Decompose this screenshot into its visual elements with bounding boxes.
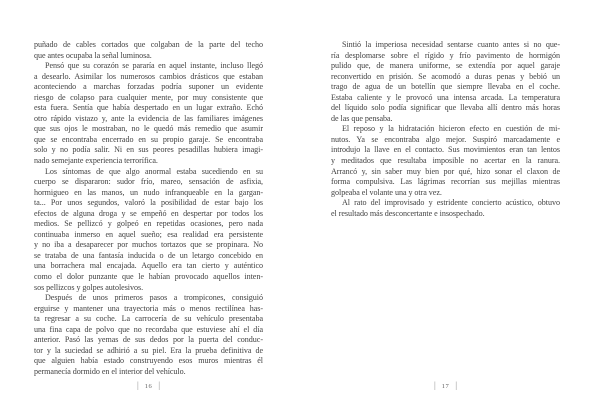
text-line: Los síntomas de que algo anormal estaba sucediendo en su [45, 166, 263, 176]
text-line: trago de agua de un botellín que siempre llevaba en el coche. [331, 82, 560, 92]
text-line: Después de unos primeros pasos a trompicones, consiguió [45, 293, 263, 303]
text-line: nutos. Ya se encontraba algo mejor. Suspiró marcadamente e [331, 134, 560, 144]
text-line: Arrancó y, sin saber muy bien por qué, hizo sonar el claxon de [331, 166, 560, 176]
page-right-text [331, 40, 560, 219]
page-right-footer [331, 380, 560, 392]
text-line: ría desplomarse sobre el rígido y frío pavimento de hormigón [331, 50, 560, 60]
text-line: Al rato del improvisado y estridente concierto acústico, obtuvo [342, 198, 560, 208]
footer-bar-right: | [158, 380, 161, 390]
text-line: nado semejante experiencia terrorífica. [34, 156, 158, 166]
text-line: erguirse y mantener una trayectoria más o menos rectilínea has- [34, 303, 263, 313]
text-line: del líquido solo podía significar que llevaba allí dentro más horas [331, 103, 560, 113]
text-line: tor y la suciedad se adhirió a su piel. Era la prueba definitiva de [34, 345, 263, 355]
text-line: Sintió la imperiosa necesidad sentarse cuanto antes si no que- [342, 40, 560, 49]
page-right [331, 40, 560, 402]
text-line: ta regresar a su coche. La carrocería de su vehículo presentaba [34, 314, 263, 324]
text-line: introdujo la llave en el contacto. Sus movimientos eran tan lentos [331, 145, 560, 155]
text-line: solo y no podía salir. Ni en sus peores pesadillas hubiera imagi- [34, 145, 263, 155]
text-line: Estaba caliente y le provocó una intensa arcada. La temperatura [331, 92, 560, 102]
text-line: que alguien había estado construyendo esos muros mientras él [34, 356, 263, 366]
text-line: Pensó que su corazón se pararía en aquel instante, incluso llegó [45, 61, 263, 71]
text-line: otro rápido vistazo y, ante la evidencia de las familiares imágenes [34, 113, 263, 123]
footer-bar-right: | [455, 380, 458, 390]
text-line: permanecía dormido en el interior del vehículo. [34, 366, 186, 376]
footer-bar-left: | [136, 380, 139, 390]
text-line: golpeaba el volante una y otra vez. [331, 187, 442, 197]
text-line: se trataba de una fantasía inducida o de un letargo concebido en [34, 250, 263, 260]
text-line: continuaba inmerso en aquel sueño; esa realidad era persistente [34, 229, 263, 239]
text-line: cuerpo se dispararon: sudor frío, mareo, sensación de asfixia, [34, 177, 263, 187]
text-line: El reposo y la hidratación hicieron efecto en cuestión de mi- [342, 124, 560, 134]
text-line: una borrachera mal encajada. Aquello era tan cierto y auténtico [34, 261, 263, 271]
text-line: puñado de cables cortados que colgaban de la parte del techo [34, 40, 263, 49]
text-line: riesgo de colapso para cualquier mente, por muy consistente que [34, 92, 263, 102]
text-line: pulido que, de manera uniforme, se extendía por aquel garaje [331, 61, 560, 71]
text-line: y no iba a desaparecer por muchos tortazos que se propinara. No [34, 240, 263, 250]
text-line: como el dolor punzante que le habían provocado aquellos inten- [34, 272, 263, 282]
page-number-left: 16 [144, 383, 153, 390]
text-line: anterior. Pasó las yemas de sus dedos por la puerta del conduc- [34, 335, 263, 345]
text-line: que se encontraba encerrado en su propio garaje. Se encontraba [34, 134, 263, 144]
page-left-footer [34, 380, 263, 392]
page-left [34, 40, 263, 402]
text-line: reconvertido en prisión. Se acomodó a duras penas y bebió un [331, 71, 560, 81]
page-number-right: 17 [441, 383, 450, 390]
text-line: ta... Por unos segundos, valoró la posibilidad de estar bajo los [34, 198, 263, 208]
text-line: una fina capa de polvo que no recordaba que estuviese ahí el día [34, 324, 263, 334]
text-line: forma compulsiva. Las lágrimas recorrían sus mejillas mientras [331, 177, 560, 187]
text-line: medios. Se pellizcó y golpeó en repetidas ocasiones, pero nada [34, 219, 263, 229]
text-line: y meditados que resultaba imposible no acertar en la ranura. [331, 156, 560, 166]
text-line: a desearlo. Asimilar los numerosos cambios drásticos que estaban [34, 71, 263, 81]
text-line: de las que pensaba. [331, 113, 393, 123]
text-line: que sus ojos le mostraban, no le quedó más remedio que asumir [34, 124, 263, 134]
footer-bar-left: | [433, 380, 436, 390]
text-line: sos pellizcos y golpes autolesivos. [34, 282, 144, 292]
text-line: esta fuera. Sentía que había despertado en un lugar extraño. Echó [34, 103, 263, 113]
text-line: el resultado más desconcertante e insospechado. [331, 208, 485, 218]
text-line: aconteciendo a marchas forzadas podría suponer un evidente [34, 82, 263, 92]
text-line: hormigueo en las manos, un nudo infranqueable en la gargan- [34, 187, 263, 197]
text-line: efectos de alguna droga y se empeñó en despertar por todos los [34, 208, 263, 218]
text-line: que antes ocupaba la señal luminosa. [34, 50, 152, 60]
page-left-text [34, 40, 263, 378]
